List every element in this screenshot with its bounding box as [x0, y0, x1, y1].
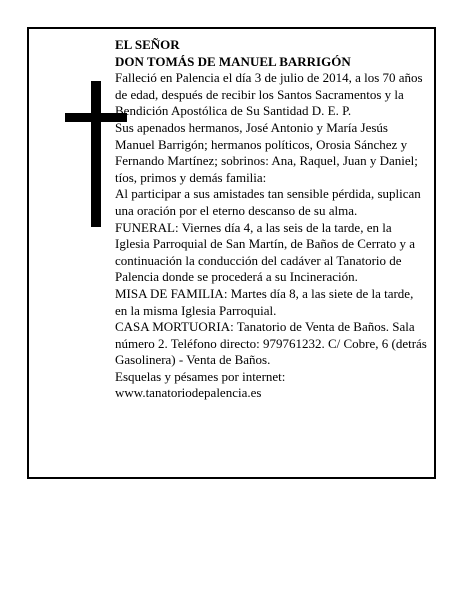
deceased-name: DON TOMÁS DE MANUEL BARRIGÓN [115, 53, 351, 69]
obituary-text [115, 37, 427, 402]
family-mass-paragraph: MISA DE FAMILIA: Martes día 8, a las siete de la tarde, en la misma Iglesia Parroquial. [115, 285, 414, 318]
death-paragraph: Falleció en Palencia el día 3 de julio de 2014, a los 70 años de edad, después de recibir los Santos Sacramentos y la Bendición Apostólica de Su Santidad D. E. P. [115, 70, 423, 119]
prayer-paragraph: Al participar a sus amistades tan sensible pérdida, suplican una oración por el eterno descanso de su alma. [115, 186, 421, 218]
family-paragraph: Sus apenados hermanos, José Antonio y María Jesús Manuel Barrigón; hermanos políticos, Orosia Sánchez y Fernando Martínez; sobrinos: Ana, Raquel, Juan y Daniel; tíos, primos y demás familia: [115, 119, 418, 185]
funeral-paragraph: FUNERAL: Viernes día 4, a las seis de la tarde, en la Iglesia Parroquial de San Martín, de Baños de Cerrato y a continuación la conducción del cadáver al Tanatorio de Palencia donde se procederá a su Incineración. [115, 219, 415, 285]
heading-title: EL SEÑOR [115, 37, 180, 52]
online-condolences-paragraph: Esquelas y pésames por internet: www.tanatoriodepalencia.es [115, 368, 286, 401]
funeral-home-paragraph: CASA MORTUORIA: Tanatorio de Venta de Baños. Sala número 2. Teléfono directo: 979761232. C/ Cobre, 6 (detrás Gasolinera) - Venta de Baños. [115, 319, 427, 368]
cross-vertical-bar [91, 81, 101, 227]
